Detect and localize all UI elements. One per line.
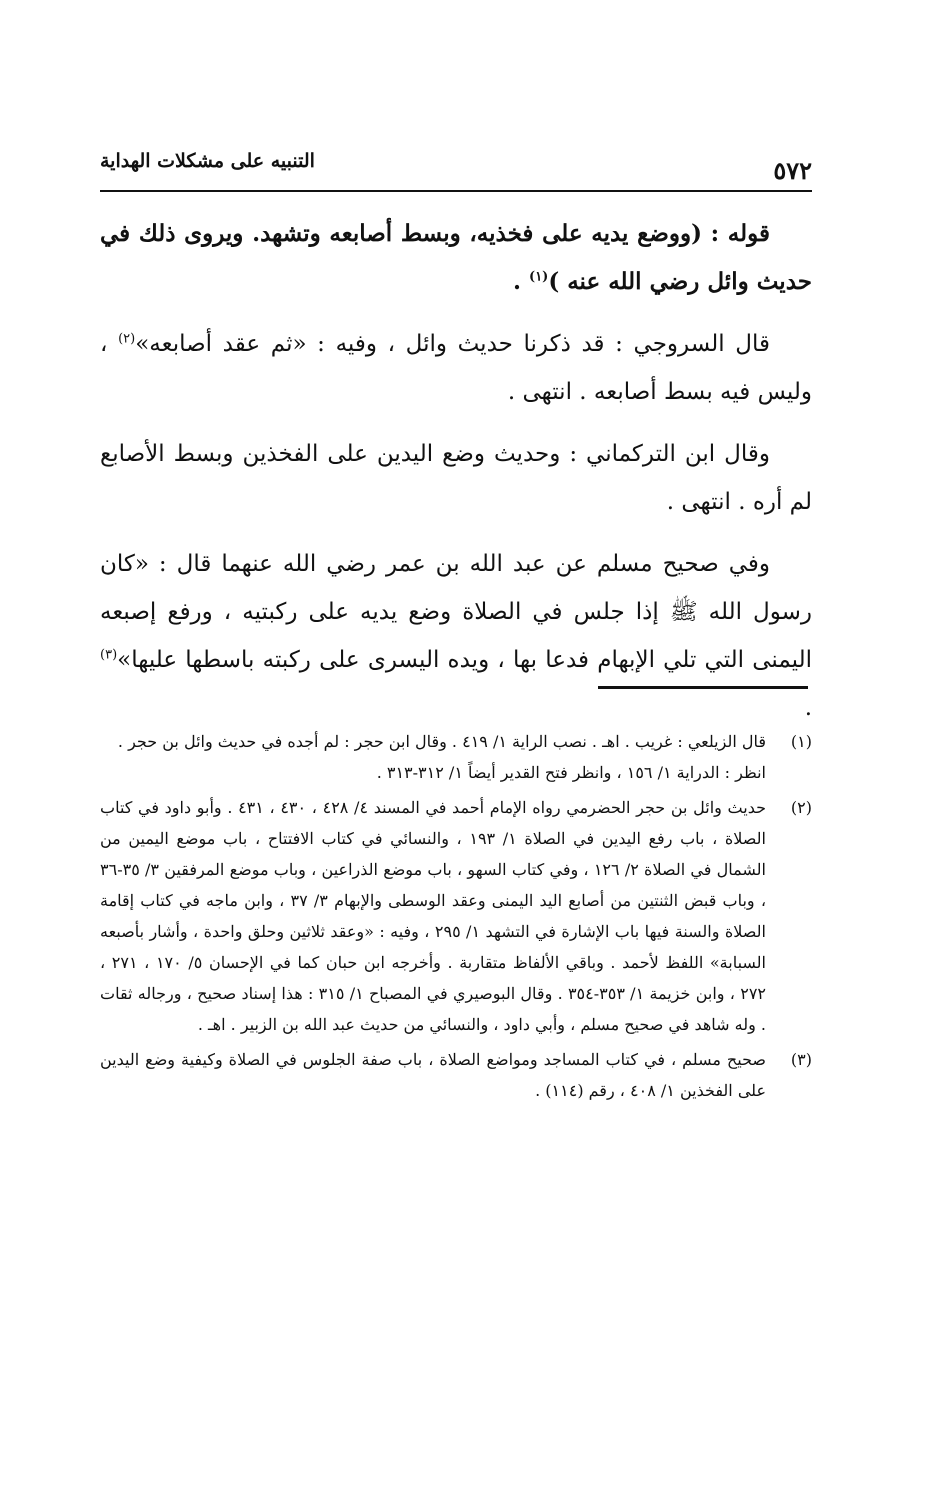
footnote-number: (٢) (790, 798, 812, 817)
footnote-ref: (٣) (100, 647, 118, 663)
footnote-2 (100, 792, 812, 1040)
paragraph-text: قال السروجي : قد ذكرنا حديث وائل ، وفيه : «ثم عقد أصابعه» (135, 331, 771, 357)
paragraph-end: . (513, 268, 530, 295)
paragraph-text: قوله : (ووضع يديه على فخذيه، وبسط أصابعه وتشهد. ويروى ذلك في حديث وائل رضي الله عنه ) (100, 220, 812, 295)
footnote-text-extra: انظر : الدراية ١/ ١٥٦ ، وانظر فتح القدير أيضاً ١/ ٣١٢-٣١٣ . (376, 763, 766, 782)
footnote-number: (٣) (790, 1050, 812, 1069)
footnote-text: حديث وائل بن حجر الحضرمي رواه الإمام أحمد في المسند ٤/ ٤٢٨ ، ٤٣٠ ، ٤٣١ . وأبو داود في كتاب الصلاة ، باب رفع اليدين في الصلاة ١/ ١٩٣ ، والنسائي في كتاب الافتتاح ، باب موضع اليمين من الشمال في الصلاة ٢/ ١٢٦ ، وفي كتاب السهو ، باب موضع الذراعين ، وباب موضع المرفقين ٣/ ٣٥-٣٦ ، وباب قبض الثنتين من أصابع اليد اليمنى وعقد الوسطى والإبهام ٣/ ٣٧ ، وابن ماجه في كتاب إقامة الصلاة والسنة فيها باب الإشارة في التشهد ١/ ٢٩٥ ، وفيه : «وعقد ثلاثين وحلق واحدة ، وأشار بأصبعه السبابة» اللفظ لأحمد . وباقي الألفاظ متقاربة . وأخرجه ابن حبان كما في الإحسان ٥/ ١٧٠ ، ٢٧١ ، ٢٧٢ ، وابن خزيمة ١/ ٣٥٣-٣٥٤ . وقال البوصيري في المصباح ١/ ٣١٥ : هذا إسناد صحيح ، ورجاله ثقات . وله شاهد في صحيح مسلم ، وأبي داود ، والنسائي من حديث عبد الله بن الزبير . اهـ . (100, 798, 767, 1034)
footnotes (100, 726, 812, 1110)
page-number: ٥٧٢ (773, 156, 812, 185)
paragraph-end: ، وليس فيه بسط أصابعه . انتهى . (100, 331, 812, 405)
footnote-ref: (٢) (118, 331, 136, 347)
footnote-ref: (١) (529, 269, 549, 285)
footnote-1 (100, 726, 812, 788)
paragraph-muslim (100, 540, 812, 732)
footnote-3 (100, 1044, 812, 1106)
paragraph-end: . (804, 695, 812, 721)
footnote-text: قال الزيلعي : غريب . اهـ . نصب الراية ١/ ٤١٩ . وقال ابن حجر : لم أجده في حديث وائل بن حجر . (117, 732, 766, 751)
paragraph-text: وفي صحيح مسلم عن عبد الله بن عمر رضي الله عنهما قال : «كان رسول الله ﷺ إذا جلس في الصلاة وضع يديه على ركبتيه ، ورفع إصبعه اليمنى التي تلي الإبهام فدعا بها ، ويده اليسرى على ركبته باسطها عليها» (100, 551, 812, 673)
paragraph-turkmani: وقال ابن التركماني : وحديث وضع اليدين على الفخذين وبسط الأصابع لم أره . انتهى . (100, 441, 812, 515)
running-header (100, 140, 812, 192)
paragraph-saruji (100, 320, 812, 416)
header-title: التنبيه على مشكلات الهداية (100, 150, 315, 172)
footnote-number: (١) (790, 732, 812, 751)
main-text (100, 210, 812, 746)
footnote-separator (598, 686, 808, 689)
footnote-text: صحيح مسلم ، في كتاب المساجد ومواضع الصلاة ، باب صفة الجلوس في الصلاة وكيفية وضع اليدين على الفخذين ١/ ٤٠٨ ، رقم (١١٤) . (100, 1050, 766, 1100)
paragraph-quote (100, 210, 812, 306)
